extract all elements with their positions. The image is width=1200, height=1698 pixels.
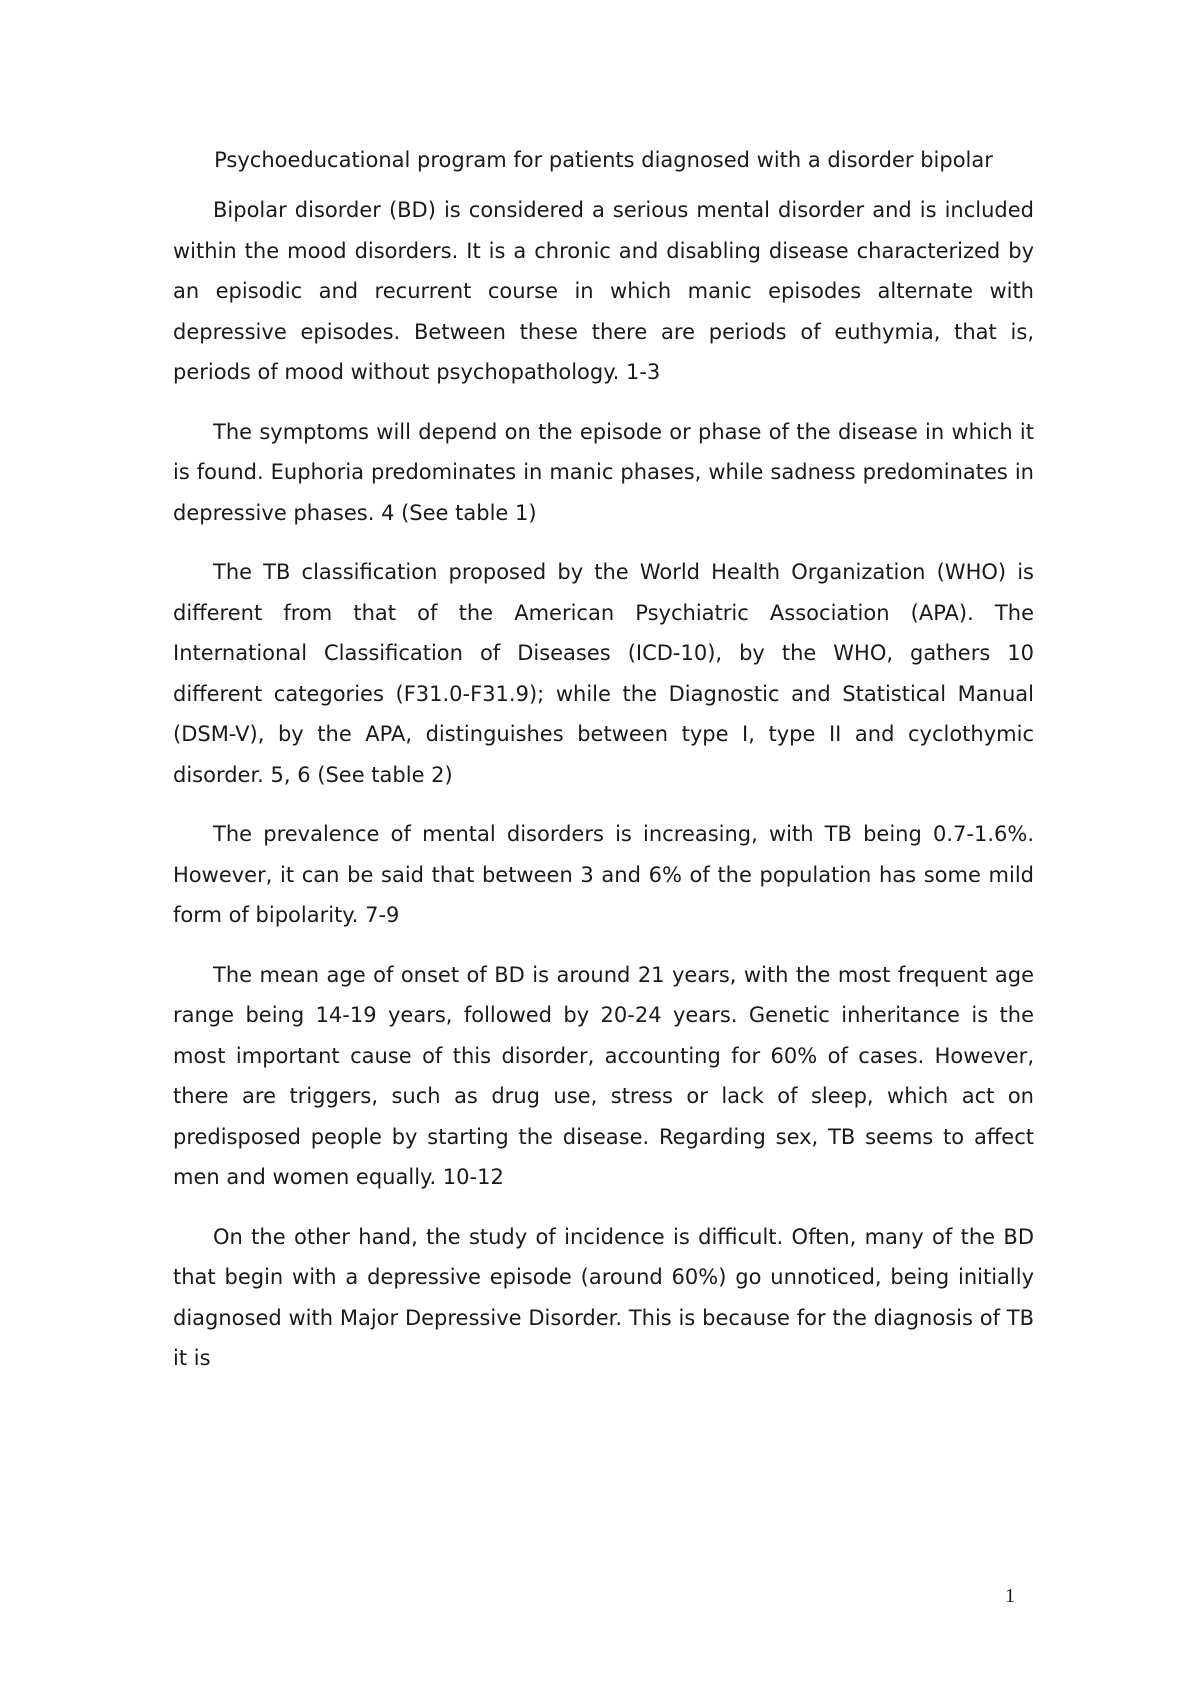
paragraph-bipolar-definition: Bipolar disorder (BD) is considered a serious mental disorder and is included within the mood disorders. It is a chronic and disabling disease characterized by an episodic and recurrent course in which manic episodes alternate with depressive episodes. Between these there are periods of euthymia, that is, periods of mood without psychopathology. 1-3	[173, 198, 1034, 384]
paragraph-onset-age: The mean age of onset of BD is around 21 years, with the most frequent age range being 14-19 years, followed by 20-24 years. Genetic inheritance is the most important cause of this disorder, accounting for 60% of cases. However, there are triggers, such as drug use, stress or lack of sleep, which act on predisposed people by starting the disease. Regarding sex, TB seems to affect men and women equally. 10-12	[173, 962, 1034, 1189]
document-body	[173, 140, 1034, 1398]
document-title: Psychoeducational program for patients diagnosed with a disorder bipolar	[214, 148, 993, 172]
paragraph-prevalence: The prevalence of mental disorders is increasing, with TB being 0.7-1.6%. However, it can be said that between 3 and 6% of the population has some mild form of bipolarity. 7-9	[173, 822, 1034, 927]
paragraph-classification: The TB classification proposed by the World Health Organization (WHO) is different from that of the American Psychiatric Association (APA). The International Classification of Diseases (ICD-10), by the WHO, gathers 10 different categories (F31.0-F31.9); while the Diagnostic and Statistical Manual (DSM-V), by the APA, distinguishes between type I, type II and cyclothymic disorder. 5, 6 (See table 2)	[173, 560, 1034, 787]
page-number: 1	[1005, 1585, 1015, 1607]
paragraph-incidence: On the other hand, the study of incidence is difficult. Often, many of the BD that begin with a depressive episode (around 60%) go unnoticed, being initially diagnosed with Major Depressive Disorder. This is because for the diagnosis of TB it is	[173, 1224, 1034, 1370]
paragraph-symptoms: The symptoms will depend on the episode or phase of the disease in which it is found. Euphoria predominates in manic phases, while sadness predominates in depressive phases. 4 (See table 1)	[173, 419, 1034, 525]
